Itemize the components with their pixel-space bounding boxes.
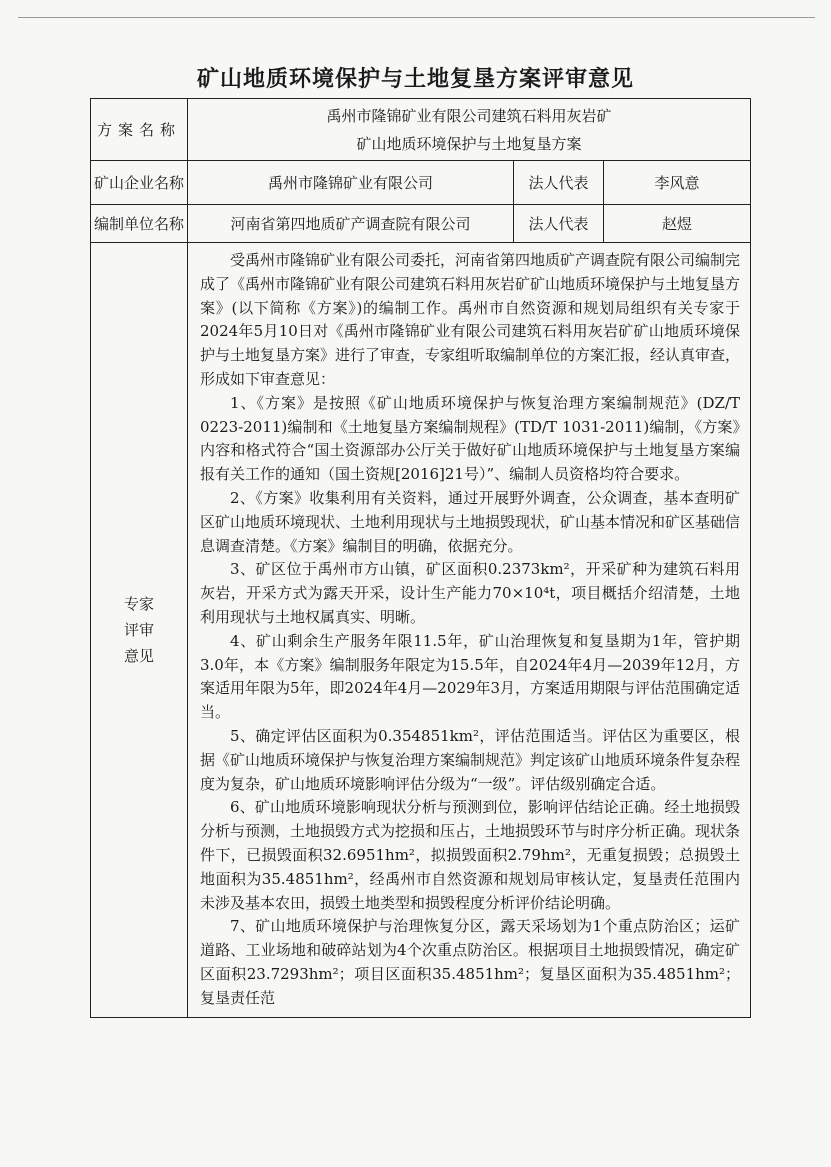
opinion-label-line-1: 专家 xyxy=(123,594,154,613)
compiler-label: 编制单位名称 xyxy=(91,205,188,243)
plan-name-line-1: 禹州市隆锦矿业有限公司建筑石料用灰岩矿 xyxy=(326,106,612,125)
opinion-label-line-2: 评审 xyxy=(123,620,154,639)
opinion-paragraph: 2、《方案》收集利用有关资料，通过开展野外调查，公众调查，基本查明矿区矿山地质环境现状、土地利用现状与土地损毁现状，矿山基本情况和矿区基础信息调查清楚。《方案》编制目的明确，依据充分。 xyxy=(200,488,741,555)
company-row xyxy=(91,161,751,205)
expert-opinion-body xyxy=(188,243,751,1018)
company-label: 矿山企业名称 xyxy=(91,161,188,205)
plan-name-row xyxy=(91,99,751,161)
compiler-row xyxy=(91,205,751,243)
company-legal-rep-value: 李风意 xyxy=(604,161,751,205)
compiler-value: 河南省第四地质矿产调查院有限公司 xyxy=(188,205,514,243)
opinion-paragraph: 3、矿区位于禹州市方山镇，矿区面积0.2373km²，开采矿种为建筑石料用灰岩，开采方式为露天开采，设计生产能力70×10⁴t，项目概括介绍清楚，土地利用现状与土地权属真实、明晰。 xyxy=(200,560,741,626)
review-form-table xyxy=(90,98,751,1018)
expert-opinion-label xyxy=(91,243,188,1018)
compiler-legal-rep-label: 法人代表 xyxy=(514,205,604,243)
plan-name-value xyxy=(188,99,751,161)
company-legal-rep-label: 法人代表 xyxy=(514,161,604,205)
opinion-paragraph: 6、矿山地质环境影响现状分析与预测到位，影响评估结论正确。经土地损毁分析与预测，土地损毁方式为挖损和压占，土地损毁环节与时序分析正确。现状条件下，已损毁面积32.6951hm²，拟损毁面积2.79hm²，无重复损毁；总损毁土地面积为35.4851hm²，经禹州市自然资源和规划局审核认定，复垦责任范围内未涉及基本农田，损毁土地类型和损毁程度分析评价结论明确。 xyxy=(200,798,741,912)
plan-name-label: 方案名称 xyxy=(91,99,188,161)
opinion-paragraph: 4、矿山剩余生产服务年限11.5年，矿山治理恢复和复垦期为1年，管护期3.0年，本《方案》编制服务年限定为15.5年，自2024年4月—2039年12月，方案适用年限为5年，即2024年4月—2029年3月，方案适用期限与评估范围确定适当。 xyxy=(200,631,741,722)
opinion-paragraph: 7、矿山地质环境保护与治理恢复分区，露天采场划为1个重点防治区；运矿道路、工业场地和破碎站划为4个次重点防治区。根据项目土地损毁情况，确定矿区面积23.7293hm²；项目区面积35.4851hm²；复垦区面积为35.4851hm²；复垦责任范 xyxy=(200,917,741,1007)
opinion-paragraph: 1、《方案》是按照《矿山地质环境保护与恢复治理方案编制规范》(DZ/T 0223-2011)编制和《土地复垦方案编制规程》(TD/T 1031-2011)编制，《方案》内容和格式符合“国土资源部办公厅关于做好矿山地质环境保护与土地复垦方案编报有关工作的通知（国土资规[2016]21号）”、编制人员资格均符合要求。 xyxy=(200,393,741,484)
opinion-paragraph: 受禹州市隆锦矿业有限公司委托，河南省第四地质矿产调查院有限公司编制完成了《禹州市隆锦矿业有限公司建筑石料用灰岩矿矿山地质环境保护与土地复垦方案》(以下简称《方案》)的编制工作。禹州市自然资源和规划局组织有关专家于2024年5月10日对《禹州市隆锦矿业有限公司建筑石料用灰岩矿矿山地质环境保护与土地复垦方案》进行了审查，专家组听取编制单位的方案汇报，经认真审查，形成如下审查意见： xyxy=(200,251,741,388)
compiler-legal-rep-value: 赵煜 xyxy=(604,205,751,243)
opinion-label-line-3: 意见 xyxy=(123,646,154,665)
plan-name-line-2: 矿山地质环境保护与土地复垦方案 xyxy=(356,134,582,153)
opinion-paragraph: 5、确定评估区面积为0.354851km²，评估范围适当。评估区为重要区，根据《矿山地质环境保护与恢复治理方案编制规范》判定该矿山地质环境条件复杂程度为复杂，矿山地质环境影响评估分级为“一级”。评估级别确定合适。 xyxy=(200,726,741,793)
page-top-rule xyxy=(18,17,815,18)
opinion-row xyxy=(91,243,751,1018)
page-title: 矿山地质环境保护与土地复垦方案评审意见 xyxy=(196,67,634,92)
company-value: 禹州市隆锦矿业有限公司 xyxy=(188,161,514,205)
